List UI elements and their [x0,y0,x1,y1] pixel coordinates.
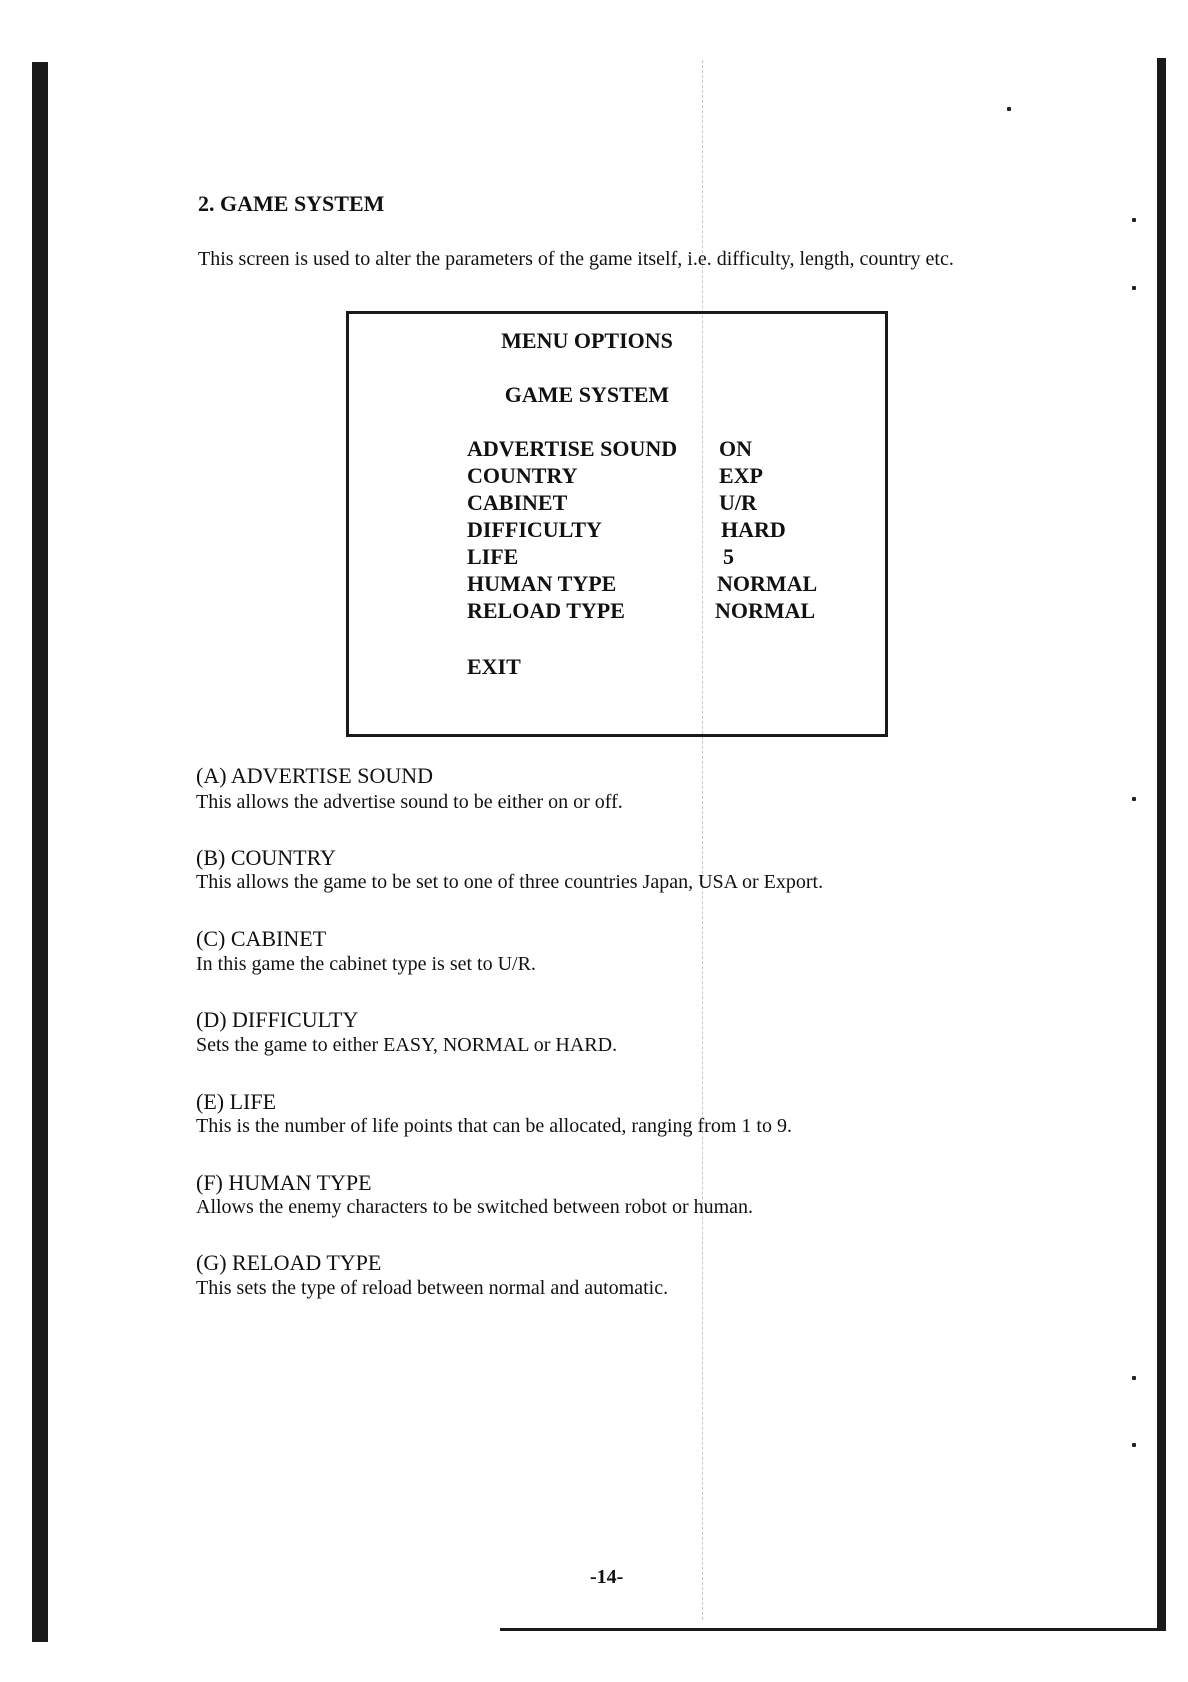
option-value-advertise-sound: ON [719,436,752,461]
section-title-human-type: (F) HUMAN TYPE [196,1170,372,1195]
section-title-advertise-sound: (A) ADVERTISE SOUND [196,763,434,788]
option-label-reload-type: RELOAD TYPE [467,598,625,623]
menu-exit: EXIT [467,654,521,679]
section-desc-cabinet: In this game the cabinet type is set to U/R. [196,953,536,975]
option-label-cabinet: CABINET [467,490,568,515]
page-heading: 2. GAME SYSTEM [198,191,385,216]
option-value-life: 5 [723,544,734,569]
section-desc-reload-type: This sets the type of reload between normal and automatic. [196,1277,669,1299]
option-label-human-type: HUMAN TYPE [467,571,617,596]
section-title-country: (B) COUNTRY [196,845,336,870]
section-title-reload-type: (G) RELOAD TYPE [196,1250,382,1275]
intro-paragraph: This screen is used to alter the parameters of the game itself, i.e. difficulty, length, country etc. [198,248,954,270]
scan-edge-left [32,62,48,1642]
menu-title: MENU OPTIONS [501,328,673,353]
section-desc-life: This is the number of life points that can be allocated, ranging from 1 to 9. [196,1115,792,1137]
option-value-reload-type: NORMAL [715,598,816,623]
scan-speck [1132,218,1136,222]
option-value-difficulty: HARD [721,517,786,542]
option-label-country: COUNTRY [467,463,578,488]
scan-speck [1007,107,1011,111]
option-label-advertise-sound: ADVERTISE SOUND [467,436,678,461]
option-value-human-type: NORMAL [717,571,818,596]
option-label-difficulty: DIFFICULTY [467,517,602,542]
scan-speck [1132,1443,1136,1447]
section-desc-human-type: Allows the enemy characters to be switched between robot or human. [196,1196,754,1218]
scan-speck [1132,1376,1136,1380]
scan-edge-bottom [500,1628,1166,1631]
page-number: -14- [590,1566,624,1588]
section-desc-country: This allows the game to be set to one of three countries Japan, USA or Export. [196,871,824,893]
section-title-difficulty: (D) DIFFICULTY [196,1007,359,1032]
option-value-cabinet: U/R [719,490,757,515]
menu-subtitle: GAME SYSTEM [504,382,670,407]
scan-speck [1132,797,1136,801]
section-desc-advertise-sound: This allows the advertise sound to be either on or off. [196,791,623,813]
section-title-life: (E) LIFE [196,1089,277,1114]
section-desc-difficulty: Sets the game to either EASY, NORMAL or HARD. [196,1034,618,1056]
scan-edge-right [1157,58,1166,1631]
section-title-cabinet: (C) CABINET [196,926,327,951]
option-value-country: EXP [719,463,763,488]
menu-options-box [346,311,888,737]
page-fold-line [702,60,703,1620]
option-label-life: LIFE [467,544,519,569]
scan-speck [1132,286,1136,290]
